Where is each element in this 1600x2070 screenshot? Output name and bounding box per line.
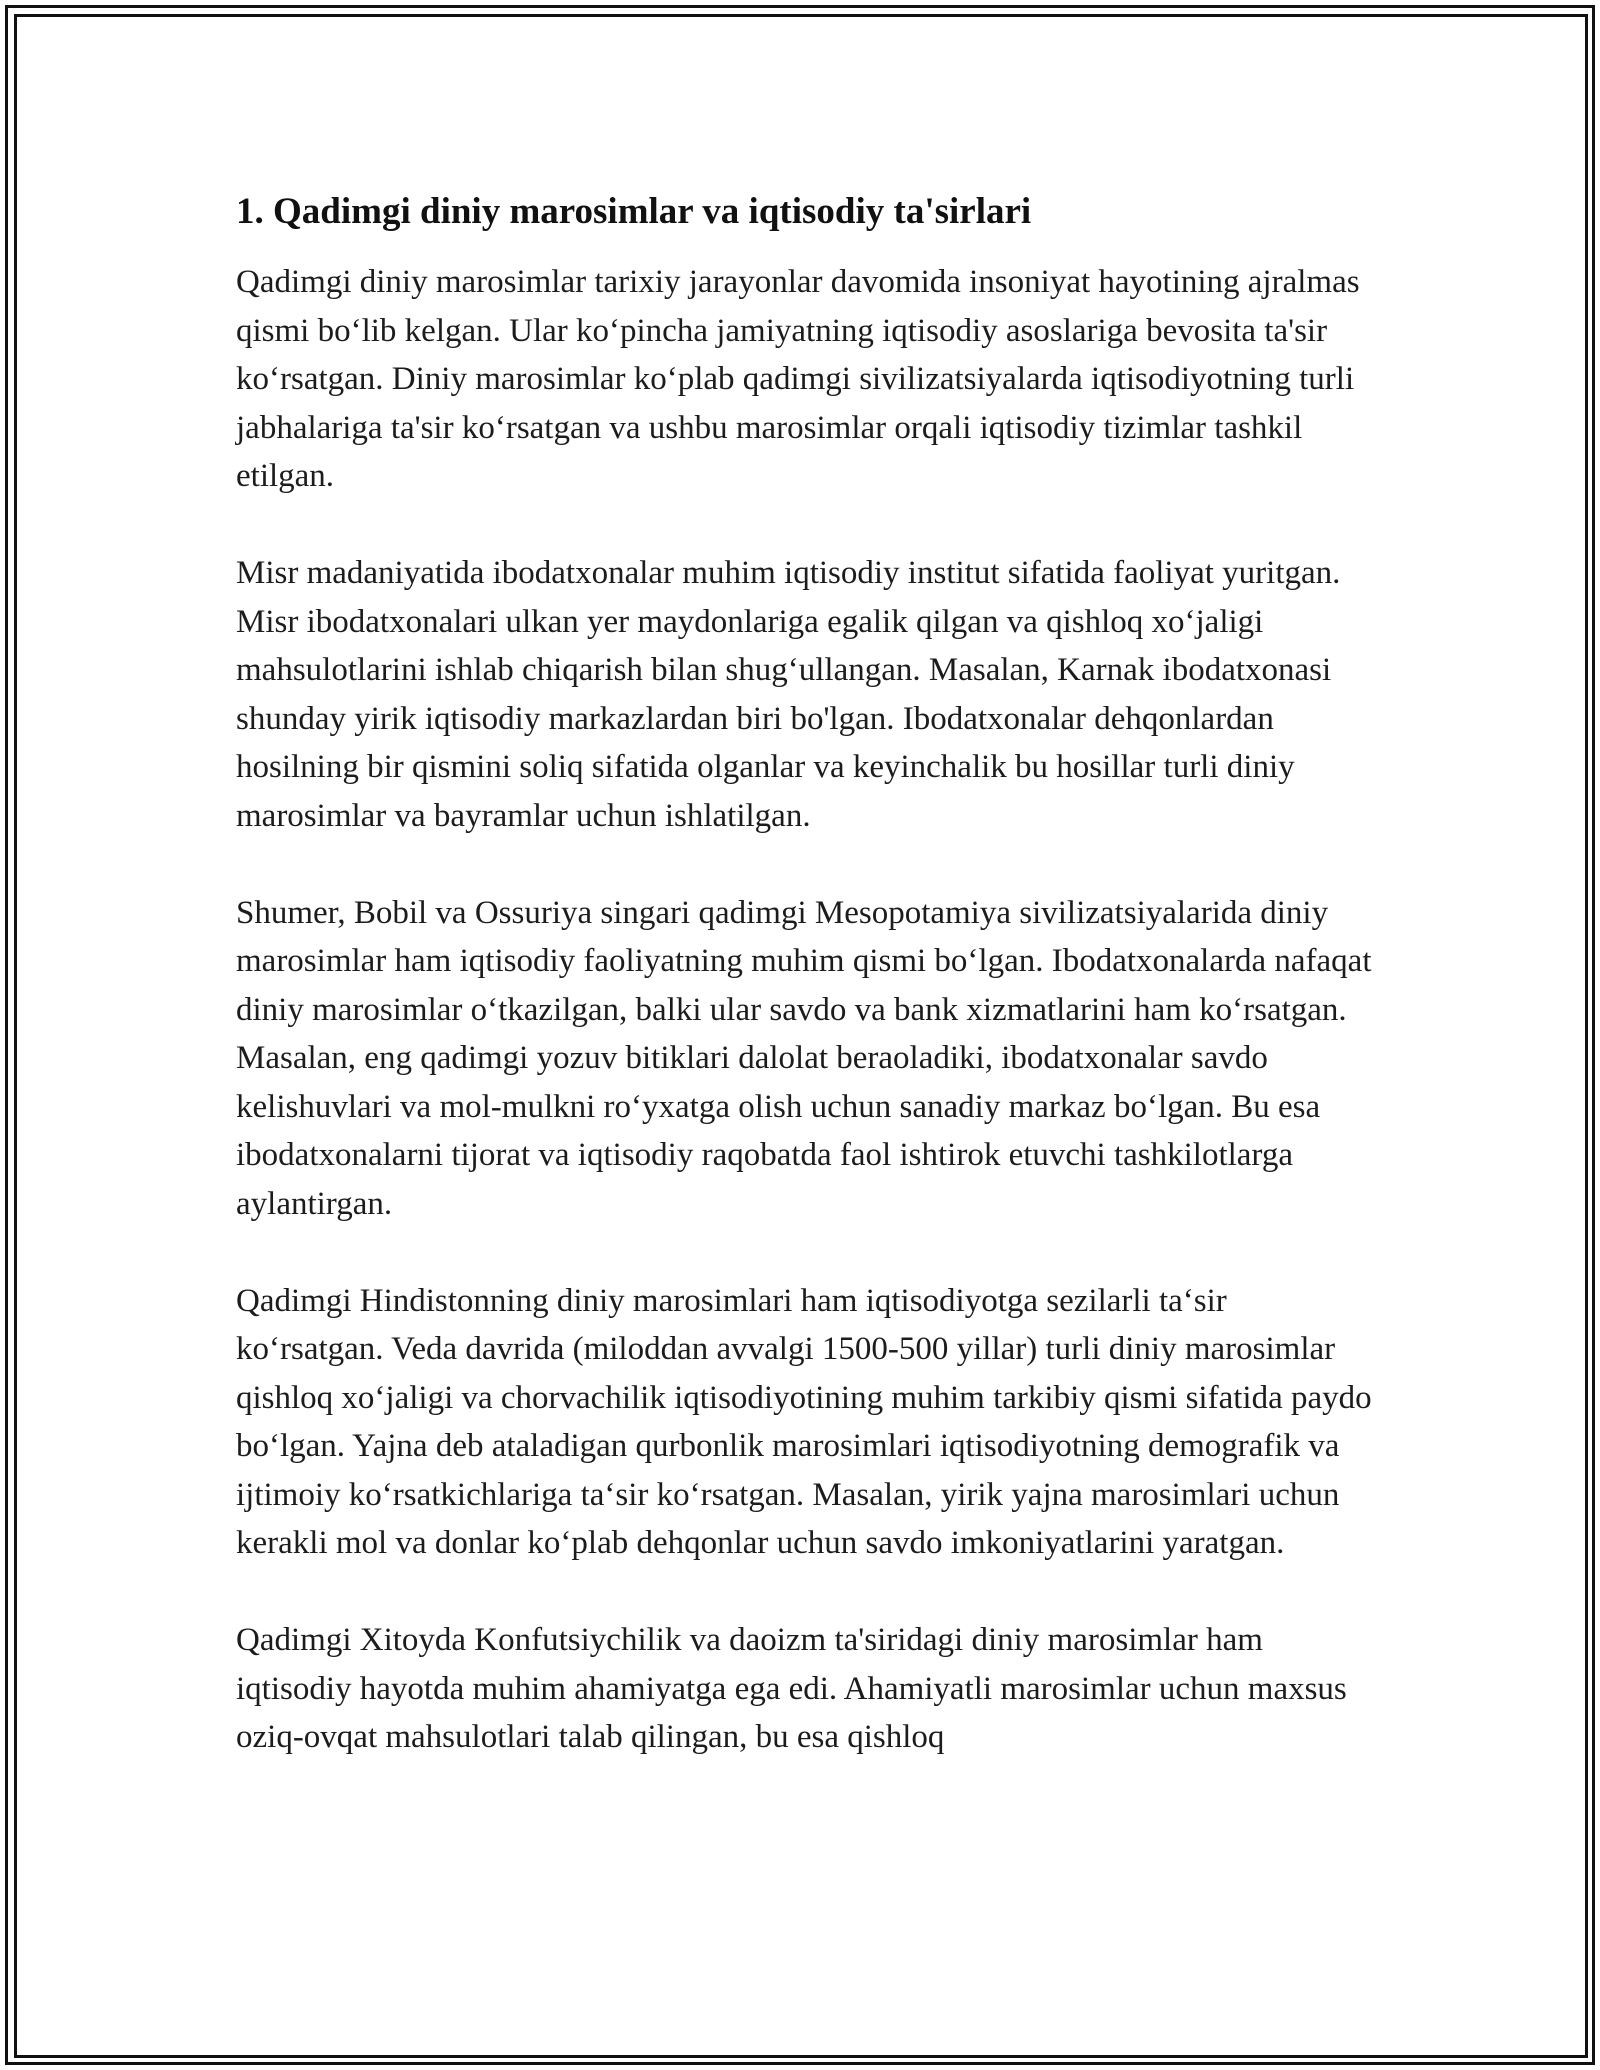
- section-heading: 1. Qadimgi diniy marosimlar va iqtisodiy ta'sirlari: [236, 191, 1032, 232]
- paragraph-intro: Qadimgi diniy marosimlar tarixiy jarayonlar davomida insoniyat hayotining ajralmas qismi boʻlib kelgan. Ular koʻpincha jamiyatning iqtisodiy asoslariga bevosita ta'sir koʻrsatgan. Diniy marosimlar koʻplab qadimgi sivilizatsiyalarda iqtisodiyotning turli jabhalariga ta'sir koʻrsatgan va ushbu marosimlar orqali iqtisodiy tizimlar tashkil etilgan.: [236, 264, 1360, 494]
- paragraph-egypt: Misr madaniyatida ibodatxonalar muhim iqtisodiy institut sifatida faoliyat yuritgan. Misr ibodatxonalari ulkan yer maydonlariga egalik qilgan va qishloq xoʻjaligi mahsulotlarini ishlab chiqarish bilan shugʻullangan. Masalan, Karnak ibodatxonasi shunday yirik iqtisodiy markazlardan biri bo'lgan. Ibodatxonalar dehqonlardan hosilning bir qismini soliq sifatida olganlar va keyinchalik bu hosillar turli diniy marosimlar va bayramlar uchun ishlatilgan.: [236, 555, 1341, 834]
- paragraph-india: Qadimgi Hindistonning diniy marosimlari ham iqtisodiyotga sezilarli taʻsir koʻrsatgan. Veda davrida (miloddan avvalgi 1500-500 yillar) turli diniy marosimlar qishloq xoʻjaligi va chorvachilik iqtisodiyotining muhim tarkibiy qismi sifatida paydo boʻlgan. Yajna deb ataladigan qurbonlik marosimlari iqtisodiyotning demografik va ijtimoiy koʻrsatkichlariga taʻsir koʻrsatgan. Masalan, yirik yajna marosimlari uchun kerakli mol va donlar koʻplab dehqonlar uchun savdo imkoniyatlarini yaratgan.: [236, 1282, 1372, 1561]
- paragraph-china: Qadimgi Xitoyda Konfutsiychilik va daoizm ta'siridagi diniy marosimlar ham iqtisodiy hayotda muhim ahamiyatga ega edi. Ahamiyatli marosimlar uchun maxsus oziq-ovqat mahsulotlari talab qilingan, bu esa qishloq: [236, 1622, 1347, 1755]
- document-body: [236, 186, 1376, 1762]
- paragraph-mesopotamia: Shumer, Bobil va Ossuriya singari qadimgi Mesopotamiya sivilizatsiyalarida diniy marosimlar ham iqtisodiy faoliyatning muhim qismi boʻlgan. Ibodatxonalarda nafaqat diniy marosimlar oʻtkazilgan, balki ular savdo va bank xizmatlarini ham koʻrsatgan. Masalan, eng qadimgi yozuv bitiklari dalolat beraoladiki, ibodatxonalar savdo kelishuvlari va mol-mulkni roʻyxatga olish uchun sanadiy markaz boʻlgan. Bu esa ibodatxonalarni tijorat va iqtisodiy raqobatda faol ishtirok etuvchi tashkilotlarga aylantirgan.: [236, 894, 1372, 1222]
